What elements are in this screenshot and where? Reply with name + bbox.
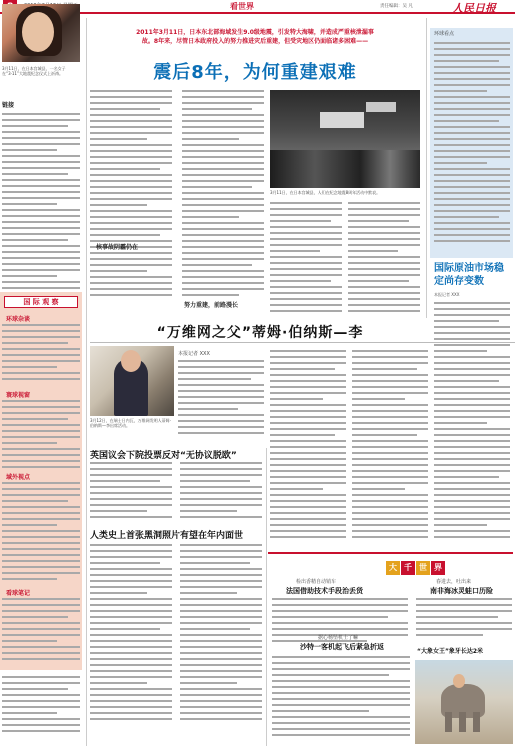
brief-2-text: [416, 598, 512, 640]
section-name: 看世界: [230, 2, 254, 11]
berners-lee-text-2: [270, 350, 346, 542]
newspaper-logo: 人民日报: [452, 2, 496, 15]
commentary-band-title: 国 际 观 察: [4, 296, 78, 308]
deck-line-1: 2011年3月11日，日本东北部海域发生9.0级地震，引发特大海啸，并造成严重核泄漏事: [136, 29, 374, 36]
sidebar-text: [434, 42, 510, 246]
band-text-2: [2, 400, 80, 472]
oil-market-byline: 本报记者 XXX: [434, 292, 460, 297]
band-text-1: [2, 324, 80, 384]
black-hole-headline: 人类史上首张黑洞照片有望在年内面世: [90, 531, 244, 541]
world-briefs-logo: [386, 555, 446, 575]
berners-lee-headline: “万维网之父”蒂姆·伯纳斯—李: [156, 325, 364, 341]
berners-lee-byline: 本报记者 XXX: [178, 351, 210, 357]
sidebar-label: 环球看点: [434, 31, 455, 37]
brexit-vote-headline: 英国议会下院投票反对“无协议脱欧”: [90, 451, 237, 461]
deck-line-2: 故。8年来，尽管日本政府投入的努力推进灾后重建，但受灾地区仍面临诸多困难——: [141, 38, 369, 45]
berners-lee-text-3: [352, 350, 428, 542]
logo-char-2: 千: [401, 561, 415, 575]
berners-lee-caption: 3月12日，在瑞士日内瓦，万维网发明人蒂姆·伯纳斯—李出席活动。: [90, 418, 171, 428]
column-divider: [266, 448, 267, 746]
brief-1-headline: 法国借助技术手段治丢货: [286, 587, 363, 595]
woman-praying-photo: [2, 4, 80, 62]
editor-credit: 责任编辑：吴 凡: [380, 4, 413, 9]
brief-3-kicker: 据心杨坠机士了嘛: [318, 635, 359, 641]
brief-1-kicker: 检出香精自动销车: [296, 579, 337, 585]
left-brief-head: 链接: [2, 102, 15, 109]
left-body-text: [2, 98, 80, 293]
column-divider: [86, 18, 87, 746]
brief-2-kicker: 春进去，吐出来: [436, 579, 472, 585]
elephant-headline: “大象女王”象牙长达2米: [417, 648, 484, 655]
left-photo-caption: 3月11日，在日本宫城县，一名女子在“3·11”大地震纪念仪式上祈祷。: [2, 66, 66, 76]
top-story-headline: 震后8年，为何重建艰难: [153, 62, 357, 83]
logo-char-1: 大: [386, 561, 400, 575]
band-head-4: 看球笔记: [6, 590, 31, 597]
logo-char-3: 世: [416, 561, 430, 575]
oil-market-text: [434, 302, 510, 542]
band-text-4: [2, 598, 80, 664]
elephant-photo: [415, 660, 513, 744]
brief-3-headline: 沙特一客机起飞后紧急折返: [300, 643, 384, 651]
column-divider: [426, 18, 427, 318]
logo-char-4: 界: [431, 561, 445, 575]
band-head-2: 寰球视窗: [6, 392, 31, 399]
section-divider: [90, 342, 515, 343]
band-text-3: [2, 482, 80, 584]
memorial-crowd-photo: [270, 90, 420, 188]
brief-2-headline: 南非海冰灵蛙口历险: [430, 587, 493, 595]
top-story-deck: [90, 28, 420, 46]
oil-market-headline: 国际原油市场稳定尚存变数: [434, 263, 504, 287]
subhead-rebuild: 努力重建，前路漫长: [184, 302, 239, 309]
berners-lee-photo: [90, 346, 174, 416]
left-bottom-text: [2, 676, 80, 736]
band-head-1: 环球杂谈: [6, 316, 31, 323]
band-head-3: 域外视点: [6, 474, 31, 481]
brief-3-text: [272, 656, 410, 740]
berners-lee-text-1: [178, 360, 264, 438]
top-photo-caption: 3月11日，在日本宫城县，人们在纪念地震8周年活动中默哀。: [270, 190, 381, 195]
subhead-nuclear: 核事故阴霾仍在: [96, 244, 139, 251]
